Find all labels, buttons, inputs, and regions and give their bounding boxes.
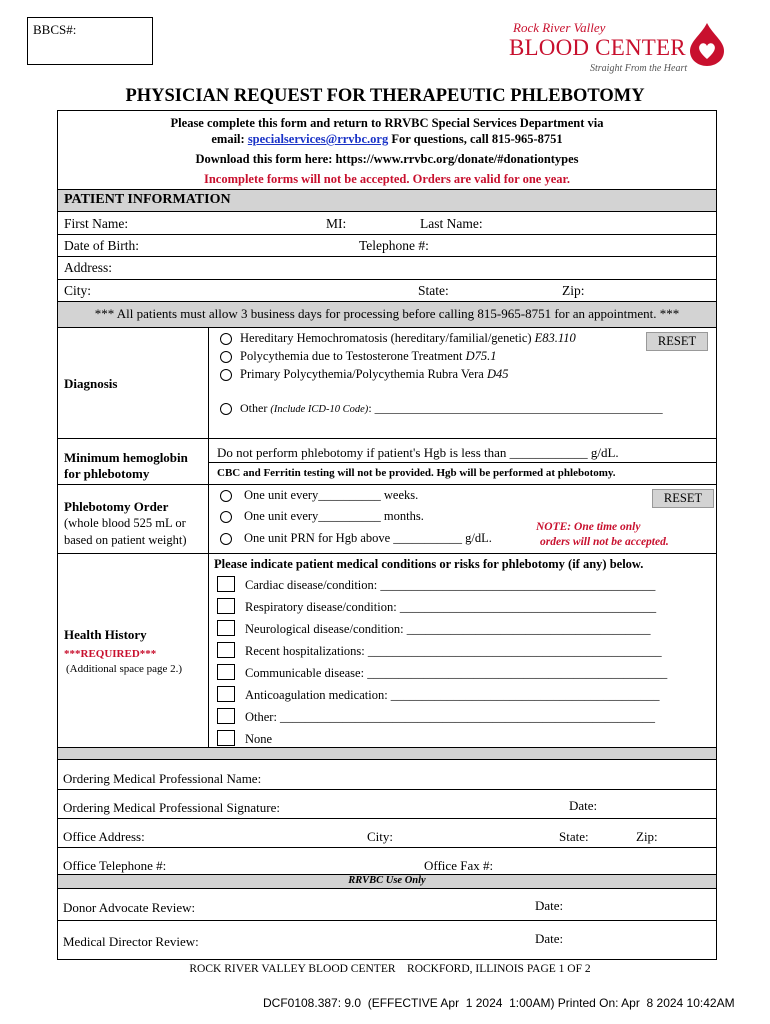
medical-director-date-field[interactable]: Date: [535, 931, 564, 946]
state-field[interactable]: State: [418, 283, 449, 298]
order-label-1: Phlebotomy Order [64, 499, 169, 514]
history-item-cardiac[interactable]: Cardiac disease/condition: ____________________________________________ [245, 578, 656, 592]
order-radio-prn[interactable] [220, 533, 232, 545]
professional-signature-field[interactable]: Ordering Medical Professional Signature: [63, 800, 280, 815]
hemoglobin-note: CBC and Ferritin testing will not be provided. Hgb will be performed at phlebotomy. [217, 467, 616, 479]
history-check-respiratory[interactable] [217, 598, 235, 614]
intro-line1: Please complete this form and return to RRVBC Special Services Department via [170, 116, 604, 130]
order-label-2: (whole blood 525 mL or [64, 516, 186, 530]
history-check-communicable[interactable] [217, 664, 235, 680]
history-check-anticoagulation[interactable] [217, 686, 235, 702]
dob-field[interactable]: Date of Birth: [64, 238, 139, 253]
order-option-weeks[interactable]: One unit every__________ weeks. [244, 488, 419, 502]
bbcs-label: BBCS#: [33, 22, 77, 37]
history-check-cardiac[interactable] [217, 576, 235, 592]
donor-advocate-date-field[interactable]: Date: [535, 898, 564, 913]
intro-download: Download this form here: https://www.rrvbc.org/donate/#donationtypes [195, 152, 579, 166]
diagnosis-option-3: Primary Polycythemia/Polycythemia Rubra Vera D45 [240, 367, 509, 381]
order-note-1: NOTE: One time only [536, 521, 641, 533]
medical-director-review-field[interactable]: Medical Director Review: [63, 934, 199, 949]
last-name-field[interactable]: Last Name: [420, 216, 483, 231]
history-item-anticoagulation[interactable]: Anticoagulation medication: ___________________________________________ [245, 688, 660, 702]
zip-field[interactable]: Zip: [562, 283, 585, 298]
diagnosis-radio-testosterone[interactable] [220, 351, 232, 363]
appointment-notice: *** All patients must allow 3 business days for processing before calling 815-965-8751 for an appointment. *** [94, 306, 680, 321]
order-reset-button[interactable]: RESET [652, 489, 714, 508]
footer-center: ROCK RIVER VALLEY BLOOD CENTER ROCKFORD, ILLINOIS PAGE 1 OF 2 [189, 963, 591, 975]
hemoglobin-threshold-field[interactable]: Do not perform phlebotomy if patient's Hgb is less than ____________ g/dL. [217, 445, 619, 460]
history-item-neurological[interactable]: Neurological disease/condition: _______________________________________ [245, 622, 651, 636]
order-option-months[interactable]: One unit every__________ months. [244, 509, 424, 523]
office-zip-field[interactable]: Zip: [636, 829, 658, 844]
history-item-other[interactable]: Other: ____________________________________________________________ [245, 710, 656, 724]
email-suffix: For questions, call 815-965-8751 [388, 132, 563, 146]
history-required: ***REQUIRED*** [64, 648, 157, 660]
donor-advocate-review-field[interactable]: Donor Advocate Review: [63, 900, 196, 915]
office-address-field[interactable]: Office Address: [63, 829, 145, 844]
order-option-prn[interactable]: One unit PRN for Hgb above ___________ g/dL. [244, 531, 492, 545]
order-radio-months[interactable] [220, 511, 232, 523]
history-item-hospitalizations[interactable]: Recent hospitalizations: _______________________________________________ [245, 644, 662, 658]
diagnosis-option-2: Polycythemia due to Testosterone Treatment D75.1 [240, 349, 497, 363]
office-telephone-field[interactable]: Office Telephone #: [63, 858, 167, 873]
logo-line1: Rock River Valley [513, 20, 606, 35]
history-item-communicable[interactable]: Communicable disease: ________________________________________________ [245, 666, 668, 680]
bbcs-box[interactable] [27, 17, 153, 65]
logo-tagline: Straight From the Heart [590, 63, 688, 74]
diagnosis-other[interactable]: Other (Include ICD-10 Code): ________________________________________________ [240, 401, 663, 415]
footer-print-info: DCF0108.387: 9.0 (EFFECTIVE Apr 1 2024 1:00AM) Printed On: Apr 8 2024 10:42AM [263, 996, 735, 1010]
rrvbc-heading: RRVBC Use Only [348, 875, 426, 886]
office-state-field[interactable]: State: [559, 829, 589, 844]
order-label-3: based on patient weight) [64, 533, 187, 547]
diagnosis-radio-hemochromatosis[interactable] [220, 333, 232, 345]
blood-drop-heart-icon [687, 21, 727, 67]
first-name-field[interactable]: First Name: [64, 216, 129, 231]
page-title: PHYSICIAN REQUEST FOR THERAPEUTIC PHLEBOTOMY [125, 86, 645, 106]
logo-line2: BLOOD CENTER [509, 35, 686, 60]
hemoglobin-label-2: for phlebotomy [64, 466, 150, 481]
diagnosis-radio-other[interactable] [220, 403, 232, 415]
intro-warning: Incomplete forms will not be accepted. Orders are valid for one year. [203, 172, 571, 186]
telephone-field[interactable]: Telephone #: [359, 238, 429, 253]
history-prompt: Please indicate patient medical conditions or risks for phlebotomy (if any) below. [214, 557, 644, 571]
patient-heading: PATIENT INFORMATION [64, 192, 231, 207]
history-additional: (Additional space page 2.) [66, 663, 183, 675]
hemoglobin-label-1: Minimum hemoglobin [64, 450, 188, 465]
office-fax-field[interactable]: Office Fax #: [424, 858, 494, 873]
diagnosis-reset-button[interactable]: RESET [646, 332, 708, 351]
order-radio-weeks[interactable] [220, 490, 232, 502]
diagnosis-option-1: Hereditary Hemochromatosis (hereditary/familial/genetic) E83.110 [240, 331, 576, 345]
history-check-hospitalizations[interactable] [217, 642, 235, 658]
order-note-2: orders will not be accepted. [540, 536, 669, 548]
office-city-field[interactable]: City: [367, 829, 394, 844]
history-check-none[interactable] [217, 730, 235, 746]
diagnosis-radio-polycythemia-vera[interactable] [220, 369, 232, 381]
diagnosis-label: Diagnosis [64, 376, 118, 391]
address-field[interactable]: Address: [64, 260, 112, 275]
logo [505, 18, 730, 78]
email-link[interactable]: specialservices@rrvbc.org [247, 132, 389, 146]
history-check-neurological[interactable] [217, 620, 235, 636]
mi-field[interactable]: MI: [326, 216, 347, 231]
separator-bar [58, 748, 716, 759]
history-label: Health History [64, 627, 147, 642]
email-prefix: email: [211, 132, 248, 146]
professional-name-field[interactable]: Ordering Medical Professional Name: [63, 771, 262, 786]
professional-date-field[interactable]: Date: [569, 798, 598, 813]
history-check-other[interactable] [217, 708, 235, 724]
history-item-respiratory[interactable]: Respiratory disease/condition: _________________________________________ [245, 600, 657, 614]
city-field[interactable]: City: [64, 283, 92, 298]
history-item-none[interactable]: None [245, 732, 273, 746]
intro-line2 [57, 132, 717, 147]
